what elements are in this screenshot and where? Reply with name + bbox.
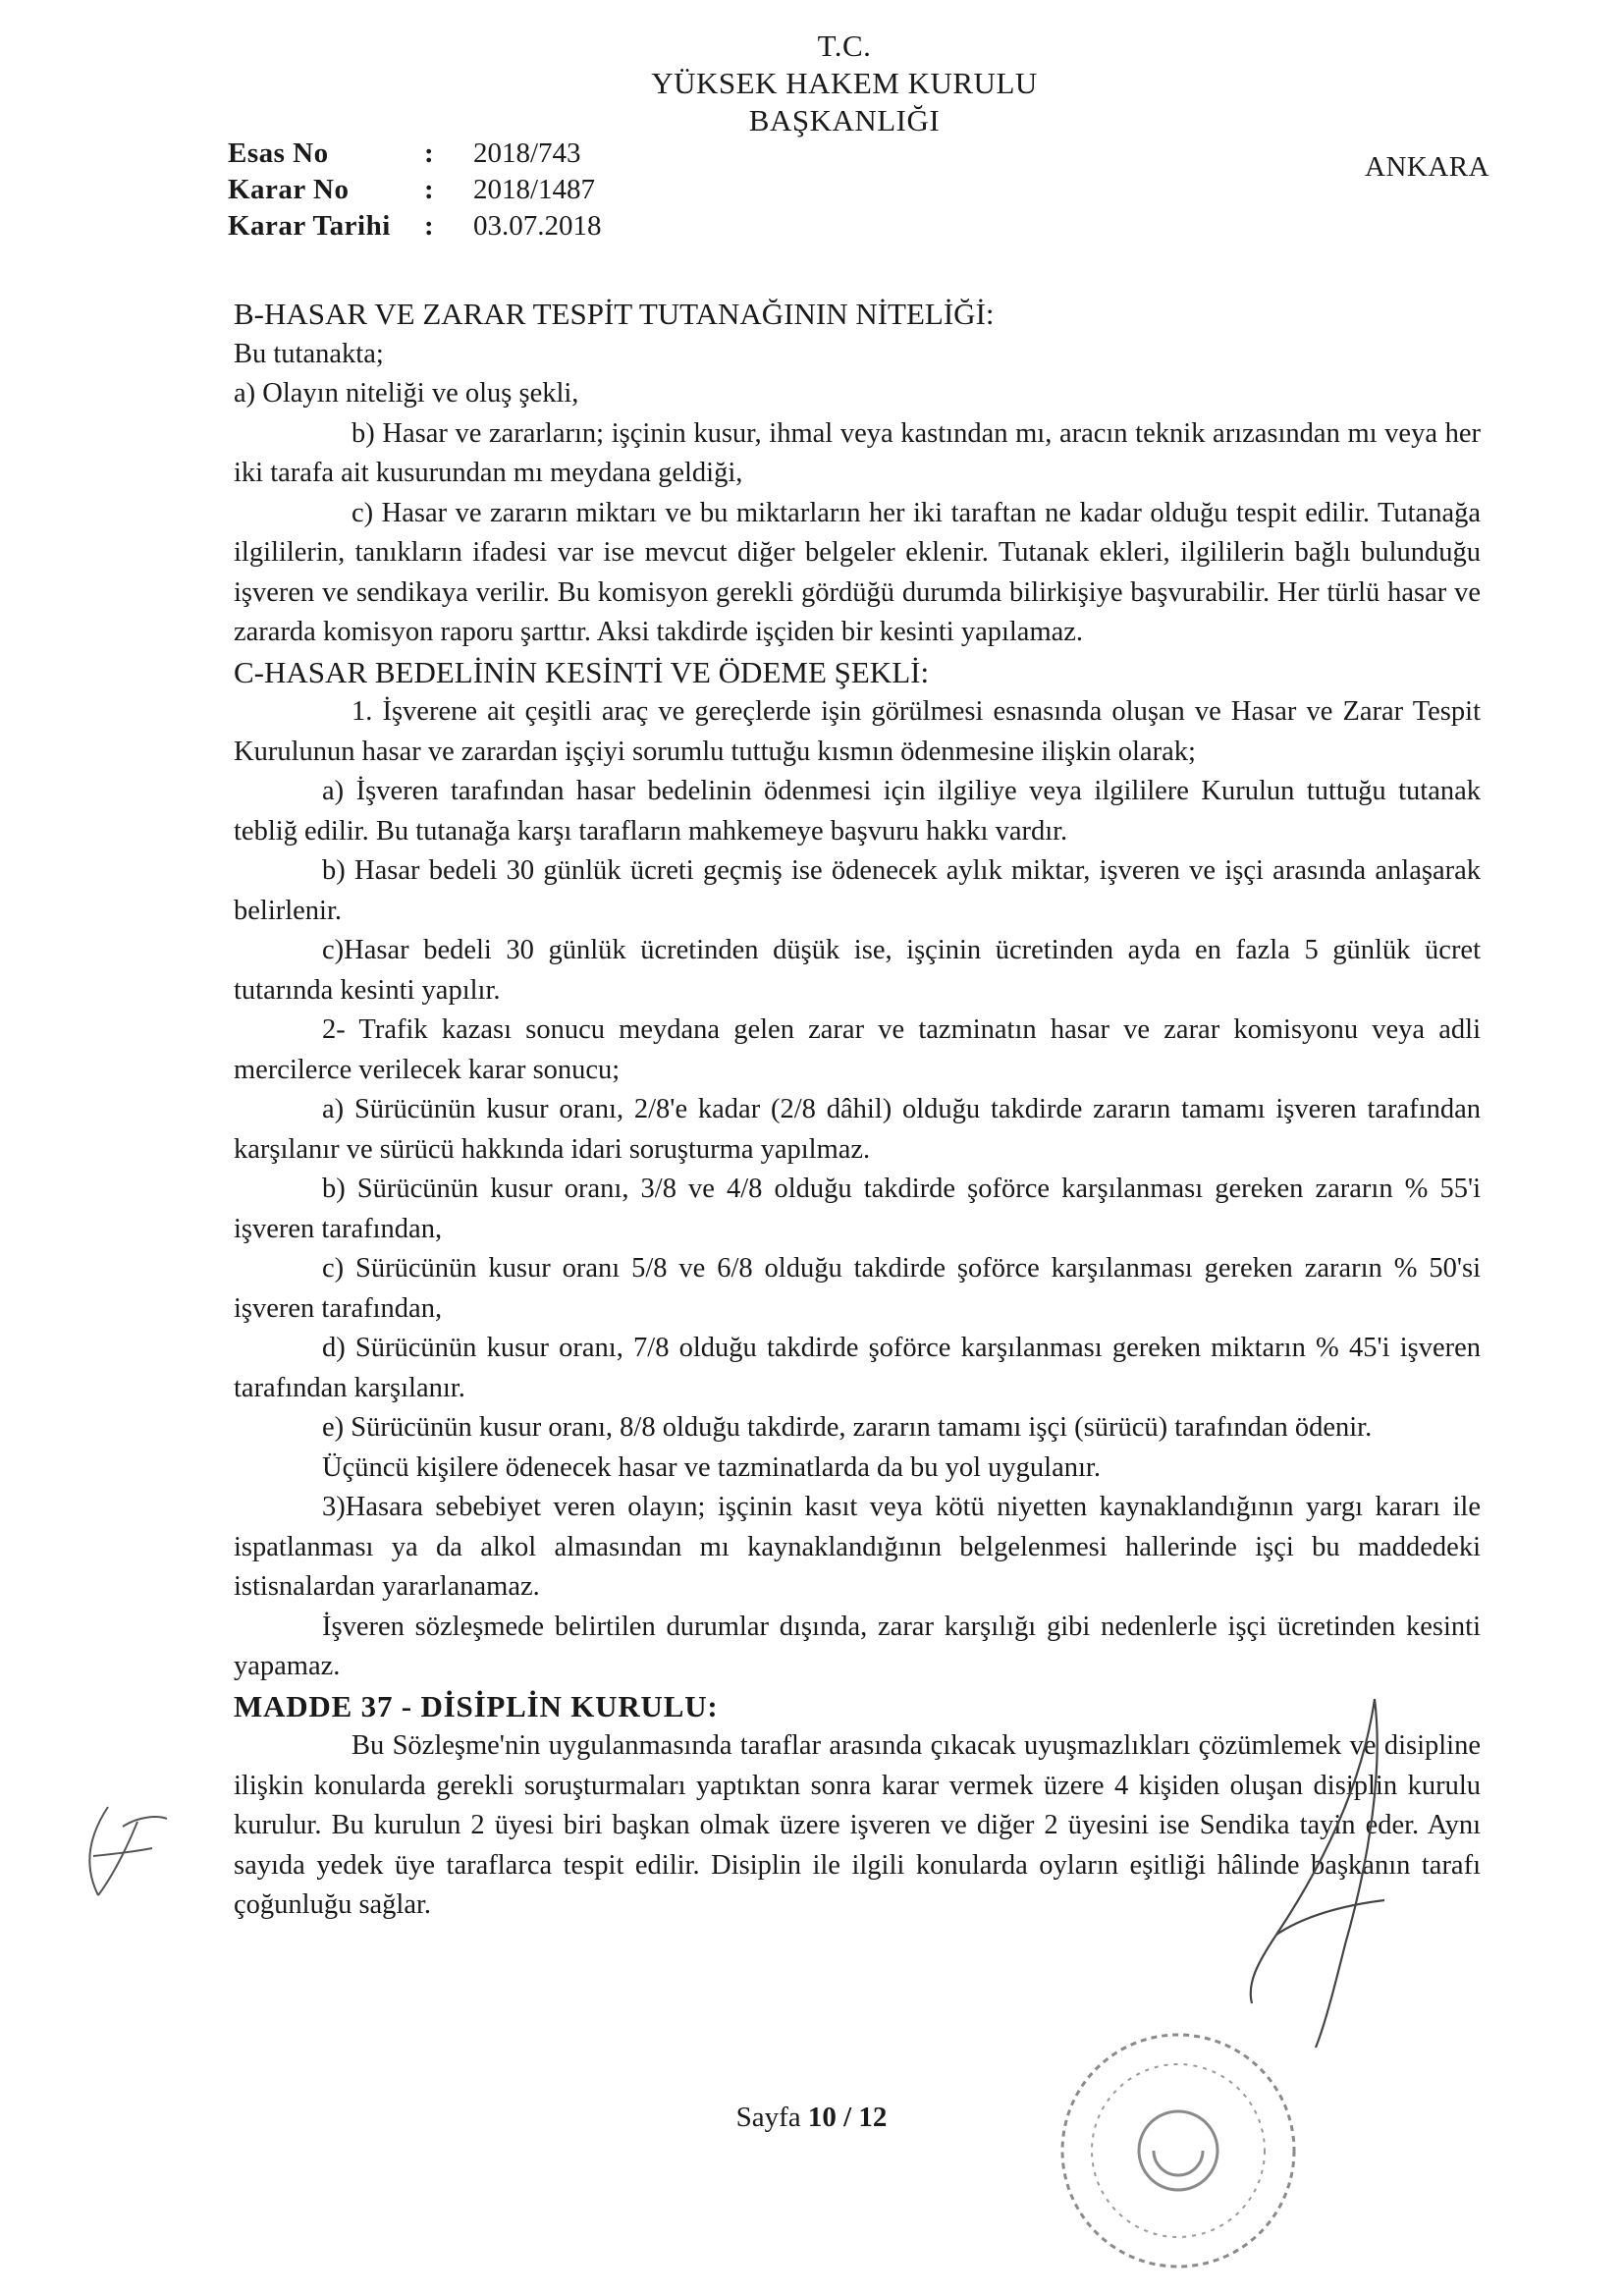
section-c-item-2b: b) Sürücünün kusur oranı, 3/8 ve 4/8 olduğu takdirde şoförce karşılanması gereken zararın % 55'i işveren tarafından, xyxy=(234,1174,1481,1244)
handwritten-initials xyxy=(69,1787,177,1925)
section-b-item-a: a) Olayın niteliği ve oluş şekli, xyxy=(234,378,579,409)
karar-label: Karar No xyxy=(228,174,350,205)
signature xyxy=(1217,1689,1443,2052)
header-presidency: BAŞKANLIĞI xyxy=(748,103,941,137)
section-b-item-b: b) Hasar ve zararların; işçinin kusur, ihmal veya kastından mı, aracın teknik arızasından mı veya her iki tarafa ait kusurundan mı meydana geldiği, xyxy=(234,417,1481,488)
section-c-item-2d: d) Sürücünün kusur oranı, 7/8 olduğu takdirde şoförce karşılanması gereken miktarın % 45'i işveren tarafından karşılanır. xyxy=(234,1333,1481,1403)
esas-row xyxy=(228,136,670,172)
section-b-heading: B-HASAR VE ZARAR TESPİT TUTANAĞININ NİTELİĞİ: xyxy=(234,297,995,331)
tarih-row xyxy=(228,208,670,245)
tarih-value: 03.07.2018 xyxy=(473,210,602,242)
section-c-item-3: 3)Hasara sebebiyet veren olayın; işçinin kasıt veya kötü niyetten kaynaklandığının yargı kararı ile ispatlanması ya da alkol almasından mı kaynaklandığının belgelenmesi hallerinde işçi bu maddedeki istisnalardan yararlanamaz. xyxy=(234,1492,1481,1602)
section-c-deduction-rule: İşveren sözleşmede belirtilen durumlar dışında, zarar karşılığı gibi nedenlerle işçi ücretinden kesinti yapamaz. xyxy=(234,1611,1481,1681)
section-c-item-1b: b) Hasar bedeli 30 günlük ücreti geçmiş ise ödenecek aylık miktar, işveren ve işçi arasında anlaşarak belirlenir. xyxy=(234,855,1481,926)
esas-value: 2018/743 xyxy=(473,137,581,169)
page-number: 10 / 12 xyxy=(807,2102,888,2133)
section-c-item-2a: a) Sürücünün kusur oranı, 2/8'e kadar (2/8 dâhil) olduğu takdirde zararın tamamı işveren tarafından karşılanır ve sürücü hakkında idari soruşturma yapılmaz. xyxy=(234,1094,1481,1165)
official-stamp xyxy=(1031,2013,1325,2288)
page-prefix: Sayfa xyxy=(735,2102,801,2133)
karar-row xyxy=(228,172,670,208)
header-tc: T.C. xyxy=(817,28,872,63)
tarih-label: Karar Tarihi xyxy=(228,210,391,242)
article-37-heading: MADDE 37 - DİSİPLİN KURULU: xyxy=(234,1688,719,1723)
esas-label: Esas No xyxy=(228,137,329,169)
document-header xyxy=(550,27,1139,139)
document-body xyxy=(234,295,1481,1926)
section-c-item-2: 2- Trafik kazası sonucu meydana gelen zarar ve tazminatın hasar ve zarar komisyonu veya adli mercilerce verilecek karar sonucu; xyxy=(234,1014,1481,1085)
section-c-item-1a: a) İşveren tarafından hasar bedelinin ödenmesi için ilgiliye veya ilgililere Kurulun tuttuğu tutanak tebliğ edilir. Bu tutanağa karşı tarafların mahkemeye başvuru hakkı vardır. xyxy=(234,776,1481,847)
section-b-intro: Bu tutanakta; xyxy=(234,338,384,369)
section-c-item-2c: c) Sürücünün kusur oranı 5/8 ve 6/8 olduğu takdirde şoförce karşılanması gereken zararın % 50'si işveren tarafından, xyxy=(234,1253,1481,1324)
city: ANKARA xyxy=(1365,151,1490,183)
section-c-third-parties: Üçüncü kişilere ödenecek hasar ve tazminatlarda da bu yol uygulanır. xyxy=(322,1451,1101,1483)
header-institution: YÜKSEK HAKEM KURULU xyxy=(651,66,1038,100)
section-c-heading: C-HASAR BEDELİNİN KESİNTİ VE ÖDEME ŞEKLİ: xyxy=(234,654,930,689)
page-footer xyxy=(0,2102,1623,2134)
section-b-item-c: c) Hasar ve zararın miktarı ve bu miktarların her iki taraftan ne kadar olduğu tespit edilir. Tutanağa ilgililerin, tanıkların ifadesi var ise mevcut diğer belgeler eklenir. Tutanak ekleri, ilgililerin bağlı bulunduğu işveren ve sendikaya verilir. Bu komisyon gerekli gördüğü durumda bilirkişiye başvurabilir. Her türlü hasar ve zararda komisyon raporu şarttır. Aksi takdirde işçiden bir kesinti yapılamaz. xyxy=(234,497,1481,647)
case-meta xyxy=(228,136,670,245)
section-c-item-1c: c)Hasar bedeli 30 günlük ücretinden düşük ise, işçinin ücretinden ayda en fazla 5 günlük ücret tutarında kesinti yapılır. xyxy=(234,935,1481,1006)
colon: : xyxy=(424,137,434,169)
colon: : xyxy=(424,174,434,205)
colon: : xyxy=(424,210,434,242)
section-c-item-2e: e) Sürücünün kusur oranı, 8/8 olduğu takdirde, zararın tamamı işçi (sürücü) tarafından ödenir. xyxy=(322,1412,1373,1443)
section-c-item-1: 1. İşverene ait çeşitli araç ve gereçlerde işin görülmesi esnasında oluşan ve Hasar ve Zarar Tespit Kurulunun hasar ve zarardan işçiyi sorumlu tuttuğu kısmın ödenmesine ilişkin olarak; xyxy=(234,696,1481,767)
karar-value: 2018/1487 xyxy=(473,174,596,205)
article-37-text: Bu Sözleşme'nin uygulanmasında taraflar arasında çıkacak uyuşmazlıkları çözümlemek ve disipline ilişkin konularda gerekli soruşturmaları yaptıktan sonra karar vermek üzere 4 kişiden oluşan disiplin kurulu kurulur. Bu kurulun 2 üyesi biri başkan olmak üzere işveren ve diğer 2 üyesini ise Sendika tayin eder. Aynı sayıda yedek üye taraflarca tespit edilir. Disiplin ile ilgili konularda oyların eşitliği hâlinde başkanın tarafı çoğunluğu sağlar. xyxy=(234,1730,1481,1920)
